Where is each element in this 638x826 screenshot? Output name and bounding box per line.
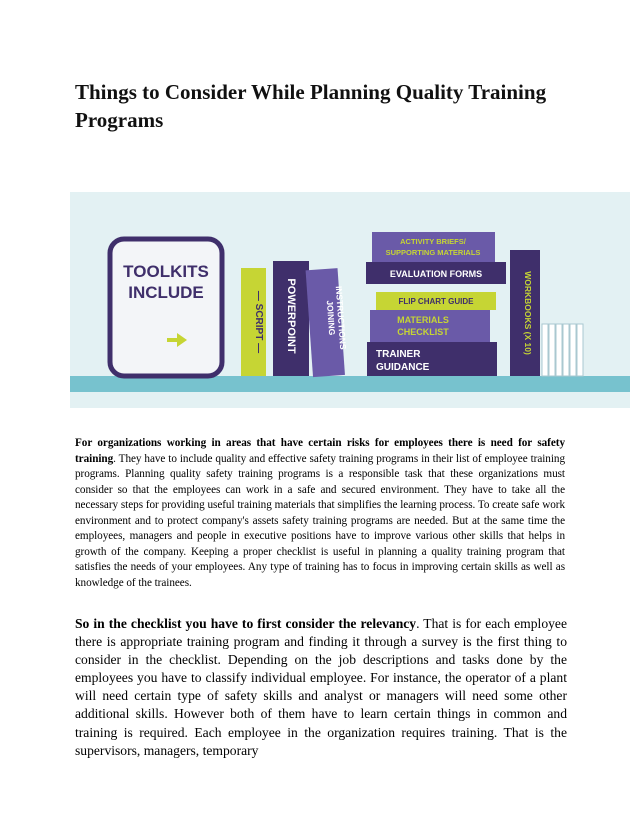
sign-line-2: INCLUDE: [128, 283, 204, 302]
paragraph-1-body: . They have to include quality and effective safety training programs in their list of employee training programs. Planning quality safety training programs is a responsible task that these organizations must consider so that the employees can work in a safe and secured environment. They have to take all the necessary steps for providing useful training materials that simplifies the learning process. To create safe work environment and to protect company's assets safety training programs are needed. But at the same time the employees, managers and people in executive positions have to improve various other skills that helps in growth of the company. Keeping a proper checklist is useful in planning a quality training program that satisfies the needs of your employees. Any type of training has to focus in improving certain skills as well as knowledge of the trainees.: [75, 452, 565, 589]
book-flip-chart-label: FLIP CHART GUIDE: [398, 297, 474, 306]
book-joining-label-2: INSTRUCTIONS: [333, 285, 349, 350]
book-script-label: — SCRIPT —: [253, 290, 264, 354]
book-trainer-label-1: TRAINER: [376, 349, 421, 360]
paragraph-2-body: . That is for each employee there is appropriate training program and finding it through a survey is the first thing to consider in the checklist. Depending on the job descriptions and tasks done by the employees you have to classify individual employee. For instance, the operator of a plant will need certain type of safety skills and analyst or managers will need some other additional skills. However both of them have to learn certain things in common and training is required. Each employee in the organization requires training. That is the supervisors, managers, temporary: [75, 616, 567, 758]
book-activity-label-1: ACTIVITY BRIEFS/: [400, 237, 466, 246]
book-materials-label-1: MATERIALS: [397, 315, 449, 325]
page-title: Things to Consider While Planning Quality Training Programs: [75, 80, 547, 132]
sign-line-1: TOOLKITS: [123, 262, 209, 281]
toolkits-sign: [110, 239, 222, 376]
book-powerpoint-label: POWERPOINT: [285, 278, 297, 354]
book-activity-label-2: SUPPORTING MATERIALS: [385, 248, 481, 257]
paragraph-safety-training: [75, 436, 565, 591]
toolkit-illustration: [70, 192, 630, 408]
workbook-copies: [542, 324, 583, 376]
book-evaluation-label: EVALUATION FORMS: [389, 269, 483, 279]
paragraph-2-lead: So in the checklist you have to first consider the relevancy: [75, 616, 417, 631]
paragraph-1-lead: For organizations working in areas that have certain risks for employees there is need for safety training: [75, 437, 565, 465]
paragraph-relevancy: [75, 615, 567, 760]
book-trainer-label-2: GUIDANCE: [376, 362, 430, 373]
book-materials-label-2: CHECKLIST: [397, 327, 449, 337]
book-joining-label-1: JOINING: [324, 300, 338, 336]
book-workbooks-label: WORKBOOKS (X 10): [523, 271, 533, 355]
